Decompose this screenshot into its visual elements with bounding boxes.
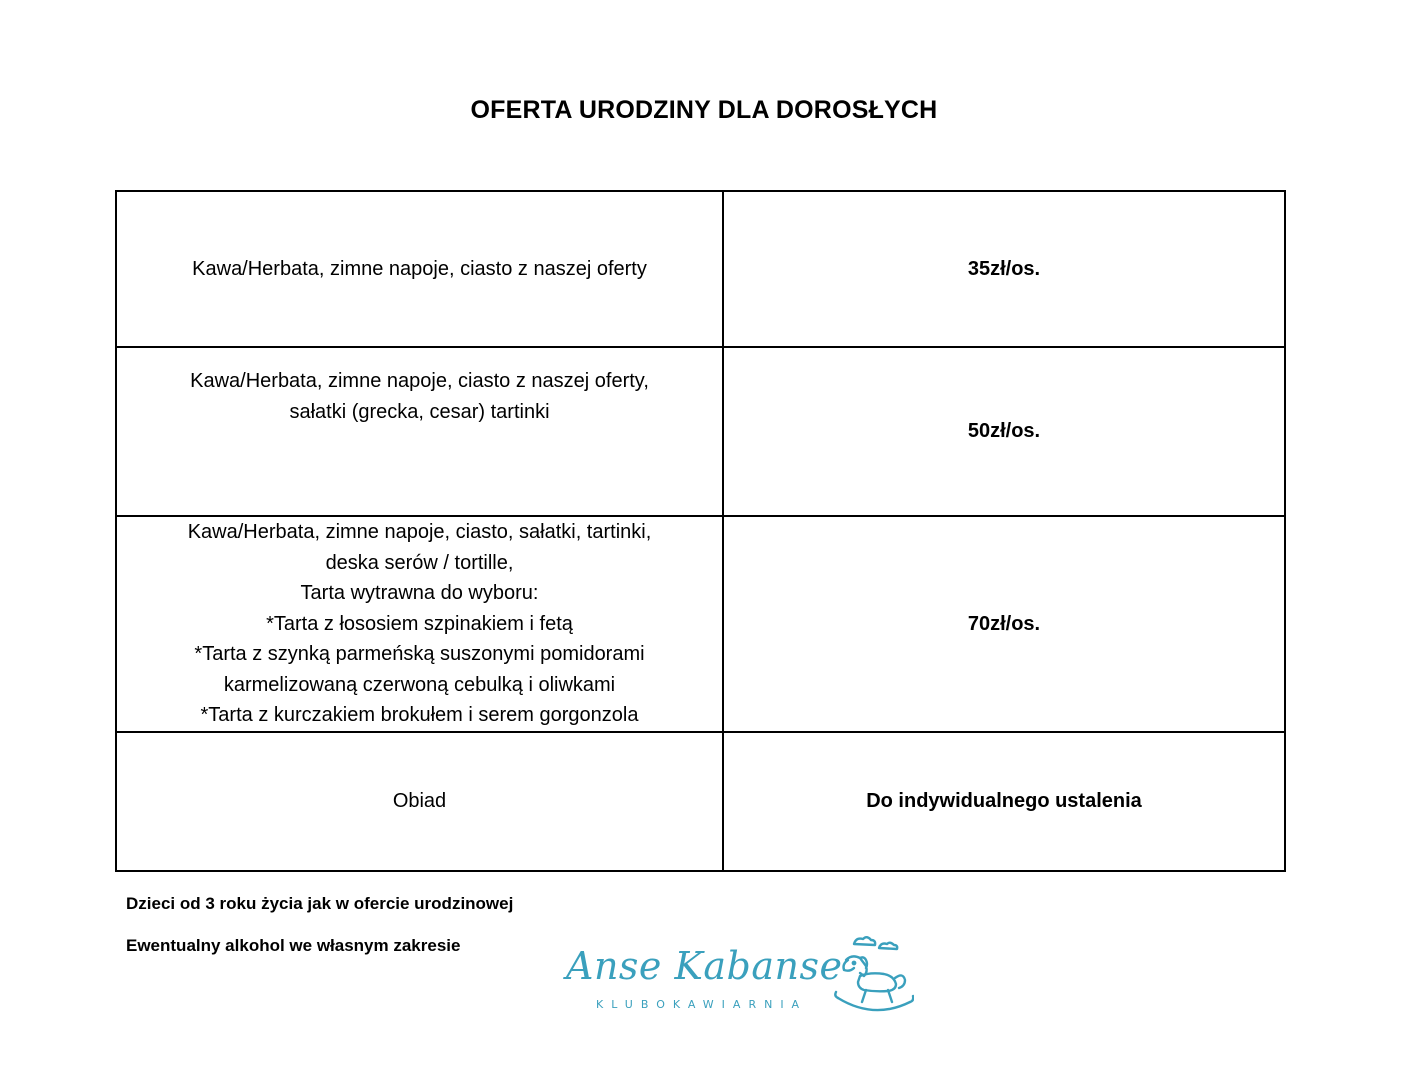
offer-description [116, 732, 723, 871]
description-line: Obiad [392, 789, 447, 812]
offer-price: 70zł/os. [723, 516, 1285, 732]
table-row [116, 732, 1285, 871]
description-line: *Tarta z kurczakiem brokułem i serem gorgonzola [200, 704, 639, 726]
logo-name: Anse Kabanse [566, 944, 843, 988]
page-title: OFERTA URODZINY DLA DOROSŁYCH [470, 96, 938, 124]
note-alcohol: Ewentualny alkohol we własnym zakresie [126, 936, 461, 955]
description-line: Kawa/Herbata, zimne napoje, ciasto z naszej oferty [192, 257, 647, 280]
description-line: Kawa/Herbata, zimne napoje, ciasto, sałatki, tartinki, [187, 521, 652, 543]
description-line: Kawa/Herbata, zimne napoje, ciasto z naszej oferty, [190, 370, 649, 392]
rocking-horse-icon [824, 930, 914, 1025]
description-line: deska serów / tortille, [325, 551, 514, 574]
table-row [116, 191, 1285, 347]
note-children: Dzieci od 3 roku życia jak w ofercie urodzinowej [126, 894, 514, 913]
description-line: Tarta wytrawna do wyboru: [300, 582, 539, 604]
table-row [116, 516, 1285, 732]
description-line: karmelizowaną czerwoną cebulką i oliwkami [223, 673, 616, 696]
offer-description [116, 516, 723, 732]
offer-table [115, 190, 1286, 872]
offer-description [116, 347, 723, 516]
offer-price: 35zł/os. [723, 191, 1285, 347]
offer-description [116, 191, 723, 347]
table-row [116, 347, 1285, 516]
offer-price: Do indywidualnego ustalenia [723, 732, 1285, 871]
logo-subtitle: KLUBOKAWIARNIA [596, 998, 808, 1011]
description-line: *Tarta z szynką parmeńską suszonymi pomidorami [194, 643, 645, 665]
offer-price: 50zł/os. [723, 347, 1285, 516]
brand-logo [566, 930, 911, 1025]
description-line: sałatki (grecka, cesar) tartinki [289, 400, 550, 423]
description-line: *Tarta z łososiem szpinakiem i fetą [266, 612, 573, 635]
